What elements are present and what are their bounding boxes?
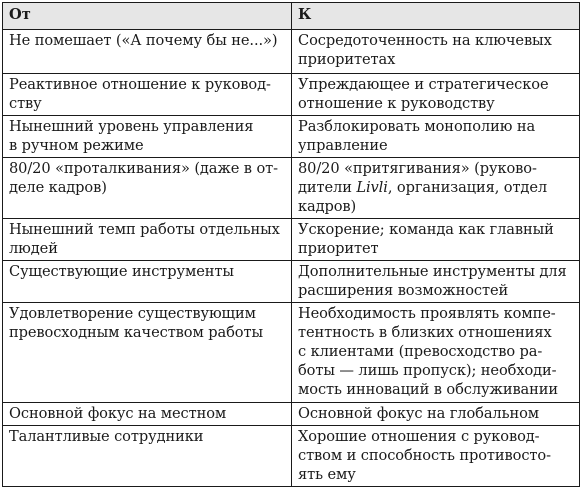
table-row <box>3 30 580 74</box>
cell-to: Основной фокус на глобальном <box>292 403 580 426</box>
cell-from: Удовлетворение существующим превосходным качеством работы <box>3 303 292 403</box>
table-row <box>3 158 580 219</box>
cell-from: 80/20 «проталкивания» (даже в от- деле кадров) <box>3 158 292 219</box>
cell-to-italic-name: Livli <box>356 179 388 196</box>
cell-to: Ускорение; команда как главный приоритет <box>292 219 580 261</box>
cell-from: Нынешний уровень управления в ручном режиме <box>3 116 292 158</box>
table-header-row <box>3 3 580 30</box>
table-row <box>3 74 580 116</box>
table-row <box>3 426 580 487</box>
table-row <box>3 116 580 158</box>
cell-from: Реактивное отношение к руковод- ству <box>3 74 292 116</box>
cell-from: Основной фокус на местном <box>3 403 292 426</box>
column-header-to: К <box>292 3 580 30</box>
cell-from: Нынешний темп работы отдельных людей <box>3 219 292 261</box>
cell-to: Необходимость проявлять компе- тентность в близких отношениях с клиентами (превосходство ра- боты — лишь пропуск); необходи- мость инноваций в обслуживании <box>292 303 580 403</box>
table-row <box>3 303 580 403</box>
cell-to: Сосредоточенность на ключевых приоритетах <box>292 30 580 74</box>
cell-to <box>292 158 580 219</box>
cell-to: Упреждающее и стратегическое отношение к руководству <box>292 74 580 116</box>
cell-to-text-b: , организация, отдел кадров) <box>298 179 548 215</box>
table-row <box>3 261 580 303</box>
cell-from: Талантливые сотрудники <box>3 426 292 487</box>
from-to-table <box>2 2 580 487</box>
cell-from: Не помешает («А почему бы не...») <box>3 30 292 74</box>
cell-to: Дополнительные инструменты для расширения возможностей <box>292 261 580 303</box>
table-row <box>3 403 580 426</box>
cell-to: Хорошие отношения с руковод- ством и способность противосто- ять ему <box>292 426 580 487</box>
table-row <box>3 219 580 261</box>
cell-from: Существующие инструменты <box>3 261 292 303</box>
document-page <box>2 2 579 487</box>
cell-to-text-a: 80/20 «притягивания» (руково- дители <box>298 160 537 196</box>
cell-to: Разблокировать монополию на управление <box>292 116 580 158</box>
column-header-from: От <box>3 3 292 30</box>
